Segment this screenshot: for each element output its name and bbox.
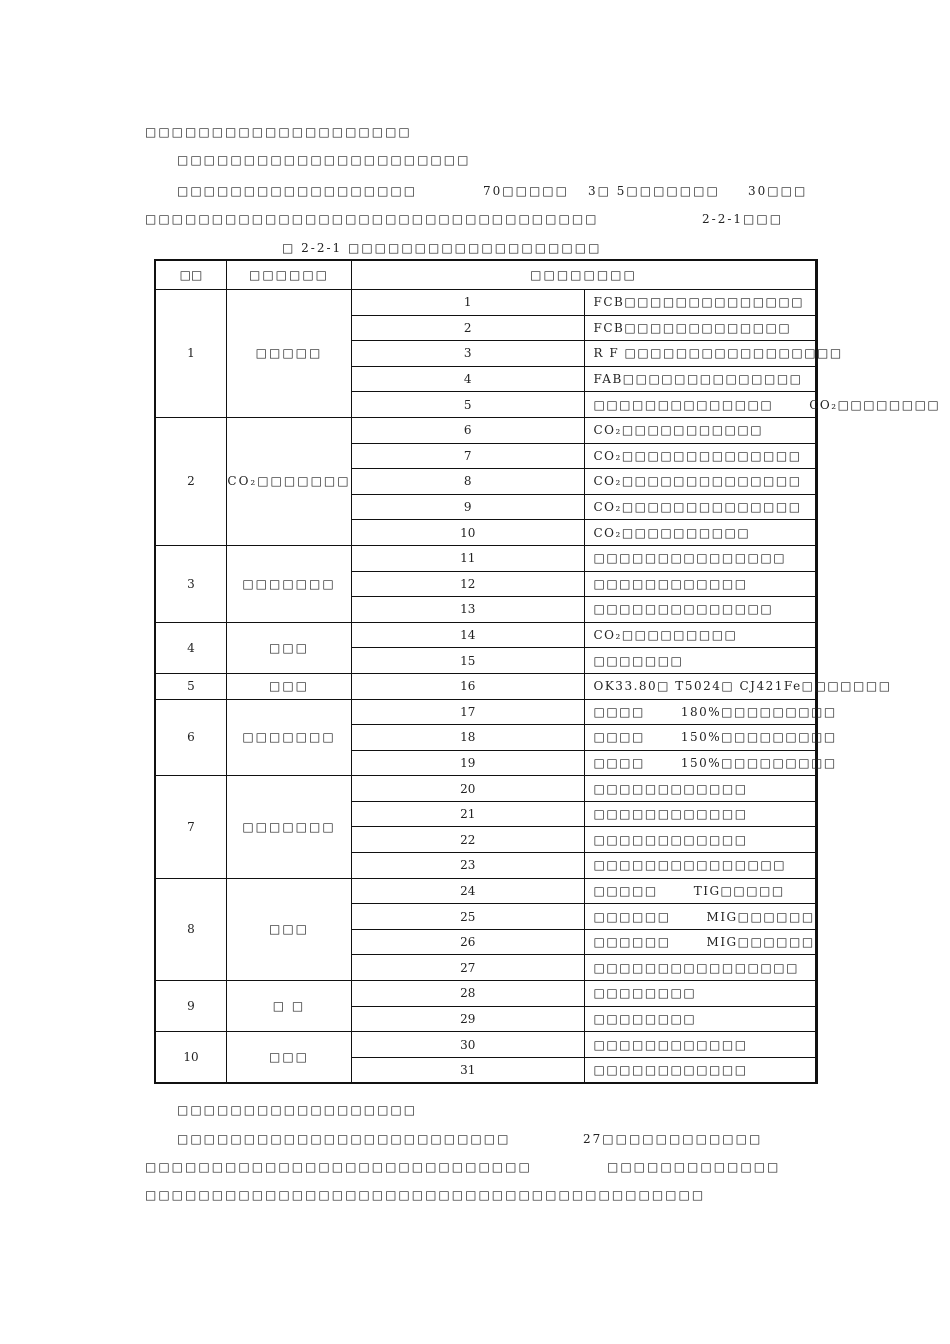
item-number-cell: 28 — [352, 981, 585, 1007]
table-row — [155, 776, 817, 802]
item-number-cell: 19 — [352, 750, 585, 776]
group-seq-cell: 4 — [155, 622, 227, 673]
item-name-text: □□□□□□□□□□□□ — [593, 576, 748, 591]
item-name-cell — [584, 981, 817, 1007]
item-number-cell: 31 — [352, 1057, 585, 1083]
item-number-cell: 7 — [352, 443, 585, 469]
item-name-cell — [584, 494, 817, 520]
item-name-text: □□□□□□□ — [593, 653, 684, 668]
item-name-text: □□□□ — [593, 755, 645, 770]
table-row — [155, 417, 817, 443]
item-name-cell — [584, 648, 817, 674]
item-name-text: CO₂□□□□□□□□□ — [593, 628, 738, 643]
item-name-cell — [584, 776, 817, 802]
item-name-extra: TIG□□□□□ — [693, 883, 785, 898]
item-name-extra: 150%□□□□□□□□□ — [680, 755, 837, 770]
table-row — [155, 290, 817, 316]
item-name-text: □□□□□□□□□□□□ — [593, 781, 748, 796]
item-name-cell — [584, 955, 817, 981]
item-name-text: □□□□□□□□□□□□□□ — [593, 397, 774, 412]
item-name-cell — [584, 443, 817, 469]
paragraph-line-3-part-4: 30□□□ — [748, 184, 808, 198]
item-name-cell — [584, 827, 817, 853]
group-category-cell: □□□ — [227, 1032, 352, 1084]
item-number-cell: 14 — [352, 622, 585, 648]
paragraph-line-4: □□□□□□□□□□□□□□□□□□□□□□□□□□□□□□□□□□ — [145, 212, 599, 226]
item-number-cell: 21 — [352, 801, 585, 827]
item-name-text: □□□□□□□□ — [593, 986, 697, 1001]
item-number-cell: 13 — [352, 597, 585, 623]
group-seq-cell: 2 — [155, 417, 227, 545]
item-name-cell — [584, 673, 892, 699]
item-name-text: FCB□□□□□□□□□□□□□□ — [593, 295, 805, 310]
welding-test-table — [154, 259, 941, 1084]
paragraph-line-3: □□□□□□□□□□□□□□□□□□ — [177, 184, 418, 198]
item-number-cell: 22 — [352, 827, 585, 853]
item-name-cell — [584, 878, 817, 904]
paragraph-line-4-part-2: 2-2-1□□□ — [702, 212, 784, 226]
paragraph-line-3-part-3: 3□ 5□□□□□□□ — [588, 184, 720, 198]
item-name-extra: MIG□□□□□□ — [706, 909, 815, 924]
item-number-cell: 11 — [352, 545, 585, 571]
group-category-cell: □□□ — [227, 673, 352, 699]
paragraph-line-1: □□□□□□□□□□□□□□□□□□□□ — [145, 125, 412, 139]
header-contents: □□□□□□□□ — [352, 260, 817, 290]
item-name-cell — [584, 699, 837, 725]
item-number-cell: 10 — [352, 520, 585, 546]
table-row — [155, 1032, 817, 1058]
table-caption: □ 2-2-1 □□□□□□□□□□□□□□□□□□□ — [282, 241, 602, 255]
group-category-cell: □□□ — [227, 622, 352, 673]
paragraph-line-8: □□□□□□□□□□□□□□□□□□□□□□□□□□□□□□□□□□□□□□□□□□ — [145, 1188, 706, 1202]
header-category: □□□□□□ — [227, 260, 352, 290]
item-number-cell: 15 — [352, 648, 585, 674]
group-category-cell: □□□□□□□ — [227, 776, 352, 878]
table-row — [155, 981, 817, 1007]
item-name-text: FCB□□□□□□□□□□□□□ — [593, 320, 792, 335]
item-name-extra: 180%□□□□□□□□□ — [680, 704, 837, 719]
item-name-cell — [584, 929, 817, 955]
item-name-cell — [584, 290, 817, 316]
paragraph-line-7-part-2: □□□□□□□□□□□□□ — [607, 1160, 781, 1174]
item-name-extra: 150%□□□□□□□□□ — [680, 730, 837, 745]
header-seq: □□ — [155, 260, 227, 290]
item-name-cell — [584, 801, 817, 827]
item-name-text: □□□□□□□□□□□□ — [593, 832, 748, 847]
item-number-cell: 4 — [352, 366, 585, 392]
item-number-cell: 6 — [352, 417, 585, 443]
item-name-text: □□□□□ — [593, 883, 658, 898]
group-seq-cell: 3 — [155, 545, 227, 622]
group-category-cell: □ □ — [227, 981, 352, 1032]
group-seq-cell: 6 — [155, 699, 227, 776]
item-name-text: FAB□□□□□□□□□□□□□□ — [593, 372, 803, 387]
item-name-cell — [584, 417, 817, 443]
item-number-cell: 2 — [352, 315, 585, 341]
item-name-text: □□□□ — [593, 730, 645, 745]
item-name-text: CO₂□□□□□□□□□□□□□□ — [593, 500, 802, 515]
item-name-cell — [584, 520, 817, 546]
paragraph-line-5: □□□□□□□□□□□□□□□□□□ — [177, 1103, 418, 1117]
item-name-cell — [584, 469, 817, 495]
table-row — [155, 622, 817, 648]
item-number-cell: 27 — [352, 955, 585, 981]
item-number-cell: 9 — [352, 494, 585, 520]
item-name-cell — [584, 622, 817, 648]
item-number-cell: 23 — [352, 853, 585, 879]
item-name-cell — [584, 1032, 817, 1058]
paragraph-line-6-part-2: 27□□□□□□□□□□□□ — [583, 1132, 763, 1146]
item-name-text: □□□□□□□□□□□□□□□□ — [593, 960, 799, 975]
paragraph-line-3-part-2: 70□□□□□ — [483, 184, 569, 198]
item-name-cell — [584, 1057, 817, 1083]
item-number-cell: 12 — [352, 571, 585, 597]
item-number-cell: 29 — [352, 1006, 585, 1032]
item-name-extra: CO₂□□□□□□□□ — [809, 397, 941, 412]
item-name-text: □□□□□□ — [593, 909, 671, 924]
item-name-text: □□□□□□ — [593, 935, 671, 950]
group-seq-cell: 8 — [155, 878, 227, 980]
table-row — [155, 878, 817, 904]
item-number-cell: 20 — [352, 776, 585, 802]
group-seq-cell: 1 — [155, 290, 227, 418]
paragraph-line-7: □□□□□□□□□□□□□□□□□□□□□□□□□□□□□ — [145, 1160, 532, 1174]
item-name-cell — [584, 571, 817, 597]
item-name-cell — [584, 341, 843, 367]
table-row — [155, 545, 817, 571]
paragraph-line-6: □□□□□□□□□□□□□□□□□□□□□□□□□ — [177, 1132, 511, 1146]
table-row — [155, 673, 817, 699]
item-name-text: CO₂□□□□□□□□□□□□□□ — [593, 448, 802, 463]
item-number-cell: 24 — [352, 878, 585, 904]
group-seq-cell: 9 — [155, 981, 227, 1032]
item-number-cell: 25 — [352, 904, 585, 930]
item-name-cell — [584, 597, 817, 623]
item-name-cell — [584, 725, 837, 751]
group-seq-cell: 7 — [155, 776, 227, 878]
item-number-cell: 17 — [352, 699, 585, 725]
item-name-text: □□□□□□□□□□□□□□□ — [593, 551, 787, 566]
table-header-row — [155, 260, 817, 290]
group-category-cell: □□□□□□□ — [227, 545, 352, 622]
item-name-text: □□□□□□□□ — [593, 1011, 697, 1026]
item-name-text: OK33.80□ T5024□ CJ421Fe□□□□□□□ — [593, 679, 892, 694]
item-name-text: □□□□ — [593, 704, 645, 719]
item-name-text: □□□□□□□□□□□□ — [593, 807, 748, 822]
item-name-cell — [584, 853, 817, 879]
paragraph-line-2: □□□□□□□□□□□□□□□□□□□□□□ — [177, 153, 471, 167]
item-number-cell: 1 — [352, 290, 585, 316]
item-name-text: R F □□□□□□□□□□□□□□□□□ — [593, 346, 843, 361]
item-number-cell: 8 — [352, 469, 585, 495]
item-name-text: □□□□□□□□□□□□ — [593, 1063, 748, 1078]
group-category-cell: CO₂□□□□□□□ — [227, 417, 352, 545]
item-number-cell: 16 — [352, 673, 585, 699]
item-name-text: □□□□□□□□□□□□□□□ — [593, 858, 787, 873]
item-name-text: □□□□□□□□□□□□ — [593, 1037, 748, 1052]
group-category-cell: □□□ — [227, 878, 352, 980]
item-name-text: CO₂□□□□□□□□□□□ — [593, 423, 764, 438]
item-number-cell: 26 — [352, 929, 585, 955]
group-category-cell: □□□□□ — [227, 290, 352, 418]
group-category-cell: □□□□□□□ — [227, 699, 352, 776]
item-number-cell: 18 — [352, 725, 585, 751]
table-row — [155, 699, 817, 725]
group-seq-cell: 5 — [155, 673, 227, 699]
item-name-cell — [584, 904, 817, 930]
item-name-text: □□□□□□□□□□□□□□ — [593, 602, 774, 617]
item-name-cell — [584, 366, 817, 392]
item-name-cell — [584, 315, 817, 341]
group-seq-cell: 10 — [155, 1032, 227, 1084]
item-name-cell — [584, 545, 817, 571]
item-name-text: CO₂□□□□□□□□□□ — [593, 525, 751, 540]
item-number-cell: 3 — [352, 341, 585, 367]
item-number-cell: 30 — [352, 1032, 585, 1058]
item-name-extra: MIG□□□□□□ — [706, 935, 815, 950]
item-name-cell — [584, 1006, 817, 1032]
item-number-cell: 5 — [352, 392, 585, 418]
item-name-cell — [584, 392, 941, 418]
item-name-text: CO₂□□□□□□□□□□□□□□ — [593, 474, 802, 489]
item-name-cell — [584, 750, 837, 776]
